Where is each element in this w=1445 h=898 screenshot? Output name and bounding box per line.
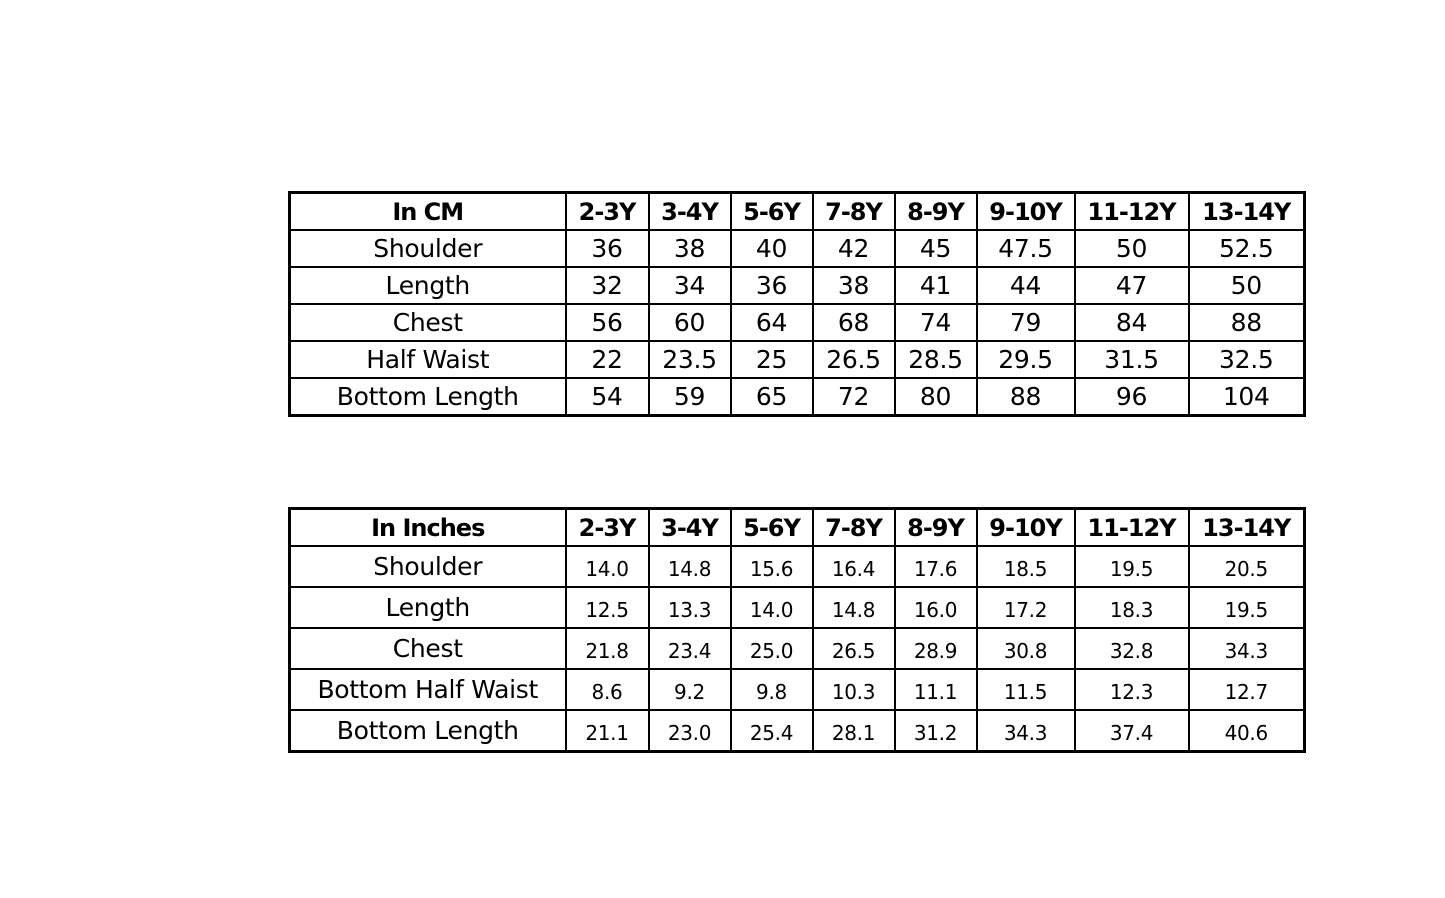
size-header: 8-9Y [895, 509, 977, 547]
table-cell: 37.4 [1075, 710, 1189, 752]
table-cell: 28.5 [895, 341, 977, 378]
table-cell: 23.5 [649, 341, 731, 378]
table-cell: 52.5 [1189, 230, 1305, 267]
size-header: 2-3Y [566, 193, 649, 231]
table-row [290, 546, 1305, 587]
row-label: Half Waist [290, 341, 566, 378]
size-header: 11-12Y [1075, 509, 1189, 547]
table-cell: 65 [731, 378, 813, 416]
size-header: 13-14Y [1189, 193, 1305, 231]
table-cell: 9.2 [649, 669, 731, 710]
table-row [290, 628, 1305, 669]
size-header: 3-4Y [649, 509, 731, 547]
table-cell: 38 [649, 230, 731, 267]
table-cell: 16.4 [813, 546, 895, 587]
table-cell: 42 [813, 230, 895, 267]
size-header: 11-12Y [1075, 193, 1189, 231]
size-header: 3-4Y [649, 193, 731, 231]
table-cell: 104 [1189, 378, 1305, 416]
table-cell: 36 [566, 230, 649, 267]
table-cell: 47.5 [977, 230, 1075, 267]
table-cell: 18.3 [1075, 587, 1189, 628]
table-cell: 17.6 [895, 546, 977, 587]
row-label: Length [290, 587, 566, 628]
row-label: Chest [290, 628, 566, 669]
size-header: 7-8Y [813, 193, 895, 231]
table-cell: 9.8 [731, 669, 813, 710]
table-row [290, 341, 1305, 378]
table-cell: 45 [895, 230, 977, 267]
table-cell: 88 [977, 378, 1075, 416]
table-row [290, 304, 1305, 341]
table-cell: 16.0 [895, 587, 977, 628]
table-cell: 8.6 [566, 669, 649, 710]
table-cell: 40.6 [1189, 710, 1305, 752]
table-cell: 26.5 [813, 341, 895, 378]
table-row [290, 267, 1305, 304]
table-cell: 31.2 [895, 710, 977, 752]
table-cell: 44 [977, 267, 1075, 304]
table-row [290, 587, 1305, 628]
table-cell: 28.1 [813, 710, 895, 752]
table-cell: 31.5 [1075, 341, 1189, 378]
table-cell: 14.8 [813, 587, 895, 628]
table-cell: 26.5 [813, 628, 895, 669]
table-cell: 11.1 [895, 669, 977, 710]
size-header: 9-10Y [977, 193, 1075, 231]
table-cell: 10.3 [813, 669, 895, 710]
table-row [290, 669, 1305, 710]
table-cell: 23.0 [649, 710, 731, 752]
table-cell: 18.5 [977, 546, 1075, 587]
size-header: 5-6Y [731, 509, 813, 547]
table-cell: 64 [731, 304, 813, 341]
table-cell: 74 [895, 304, 977, 341]
table-cell: 54 [566, 378, 649, 416]
row-label: Shoulder [290, 546, 566, 587]
table-cell: 36 [731, 267, 813, 304]
table-cell: 38 [813, 267, 895, 304]
size-header: 13-14Y [1189, 509, 1305, 547]
table-cell: 68 [813, 304, 895, 341]
table-cell: 17.2 [977, 587, 1075, 628]
table-cell: 32.8 [1075, 628, 1189, 669]
size-header: 2-3Y [566, 509, 649, 547]
table-cell: 56 [566, 304, 649, 341]
table-cell: 28.9 [895, 628, 977, 669]
table-cell: 84 [1075, 304, 1189, 341]
table-cell: 22 [566, 341, 649, 378]
size-chart-inches-table [288, 507, 1306, 753]
row-label: Shoulder [290, 230, 566, 267]
table-cell: 34.3 [977, 710, 1075, 752]
table-cell: 21.1 [566, 710, 649, 752]
table-cell: 12.5 [566, 587, 649, 628]
table-cell: 88 [1189, 304, 1305, 341]
size-header: 9-10Y [977, 509, 1075, 547]
row-label: Bottom Half Waist [290, 669, 566, 710]
table-cell: 15.6 [731, 546, 813, 587]
table-cell: 32.5 [1189, 341, 1305, 378]
table-cell: 96 [1075, 378, 1189, 416]
table-cell: 40 [731, 230, 813, 267]
row-label: Length [290, 267, 566, 304]
table-cell: 25.4 [731, 710, 813, 752]
table-cell: 21.8 [566, 628, 649, 669]
table-cell: 14.8 [649, 546, 731, 587]
table-cell: 29.5 [977, 341, 1075, 378]
table-cell: 12.3 [1075, 669, 1189, 710]
table-cell: 23.4 [649, 628, 731, 669]
table-cell: 59 [649, 378, 731, 416]
row-label: Bottom Length [290, 378, 566, 416]
table-cell: 34.3 [1189, 628, 1305, 669]
size-header: 5-6Y [731, 193, 813, 231]
table-cell: 11.5 [977, 669, 1075, 710]
size-chart-cm-table [288, 191, 1306, 417]
table-header-row [290, 509, 1305, 547]
table-cell: 19.5 [1189, 587, 1305, 628]
table-cell: 50 [1189, 267, 1305, 304]
table-cell: 80 [895, 378, 977, 416]
table-cell: 25 [731, 341, 813, 378]
table-cell: 14.0 [566, 546, 649, 587]
row-label: Bottom Length [290, 710, 566, 752]
table-row [290, 710, 1305, 752]
table-cell: 79 [977, 304, 1075, 341]
table-cell: 60 [649, 304, 731, 341]
table-cell: 50 [1075, 230, 1189, 267]
table-cell: 19.5 [1075, 546, 1189, 587]
table-cell: 32 [566, 267, 649, 304]
table-cell: 25.0 [731, 628, 813, 669]
unit-header: In Inches [290, 509, 566, 547]
table-row [290, 378, 1305, 416]
table-cell: 47 [1075, 267, 1189, 304]
unit-header: In CM [290, 193, 566, 231]
size-header: 7-8Y [813, 509, 895, 547]
table-cell: 72 [813, 378, 895, 416]
table-cell: 13.3 [649, 587, 731, 628]
table-cell: 41 [895, 267, 977, 304]
table-row [290, 230, 1305, 267]
table-cell: 20.5 [1189, 546, 1305, 587]
table-cell: 14.0 [731, 587, 813, 628]
table-cell: 30.8 [977, 628, 1075, 669]
row-label: Chest [290, 304, 566, 341]
table-header-row [290, 193, 1305, 231]
size-header: 8-9Y [895, 193, 977, 231]
table-cell: 12.7 [1189, 669, 1305, 710]
table-cell: 34 [649, 267, 731, 304]
